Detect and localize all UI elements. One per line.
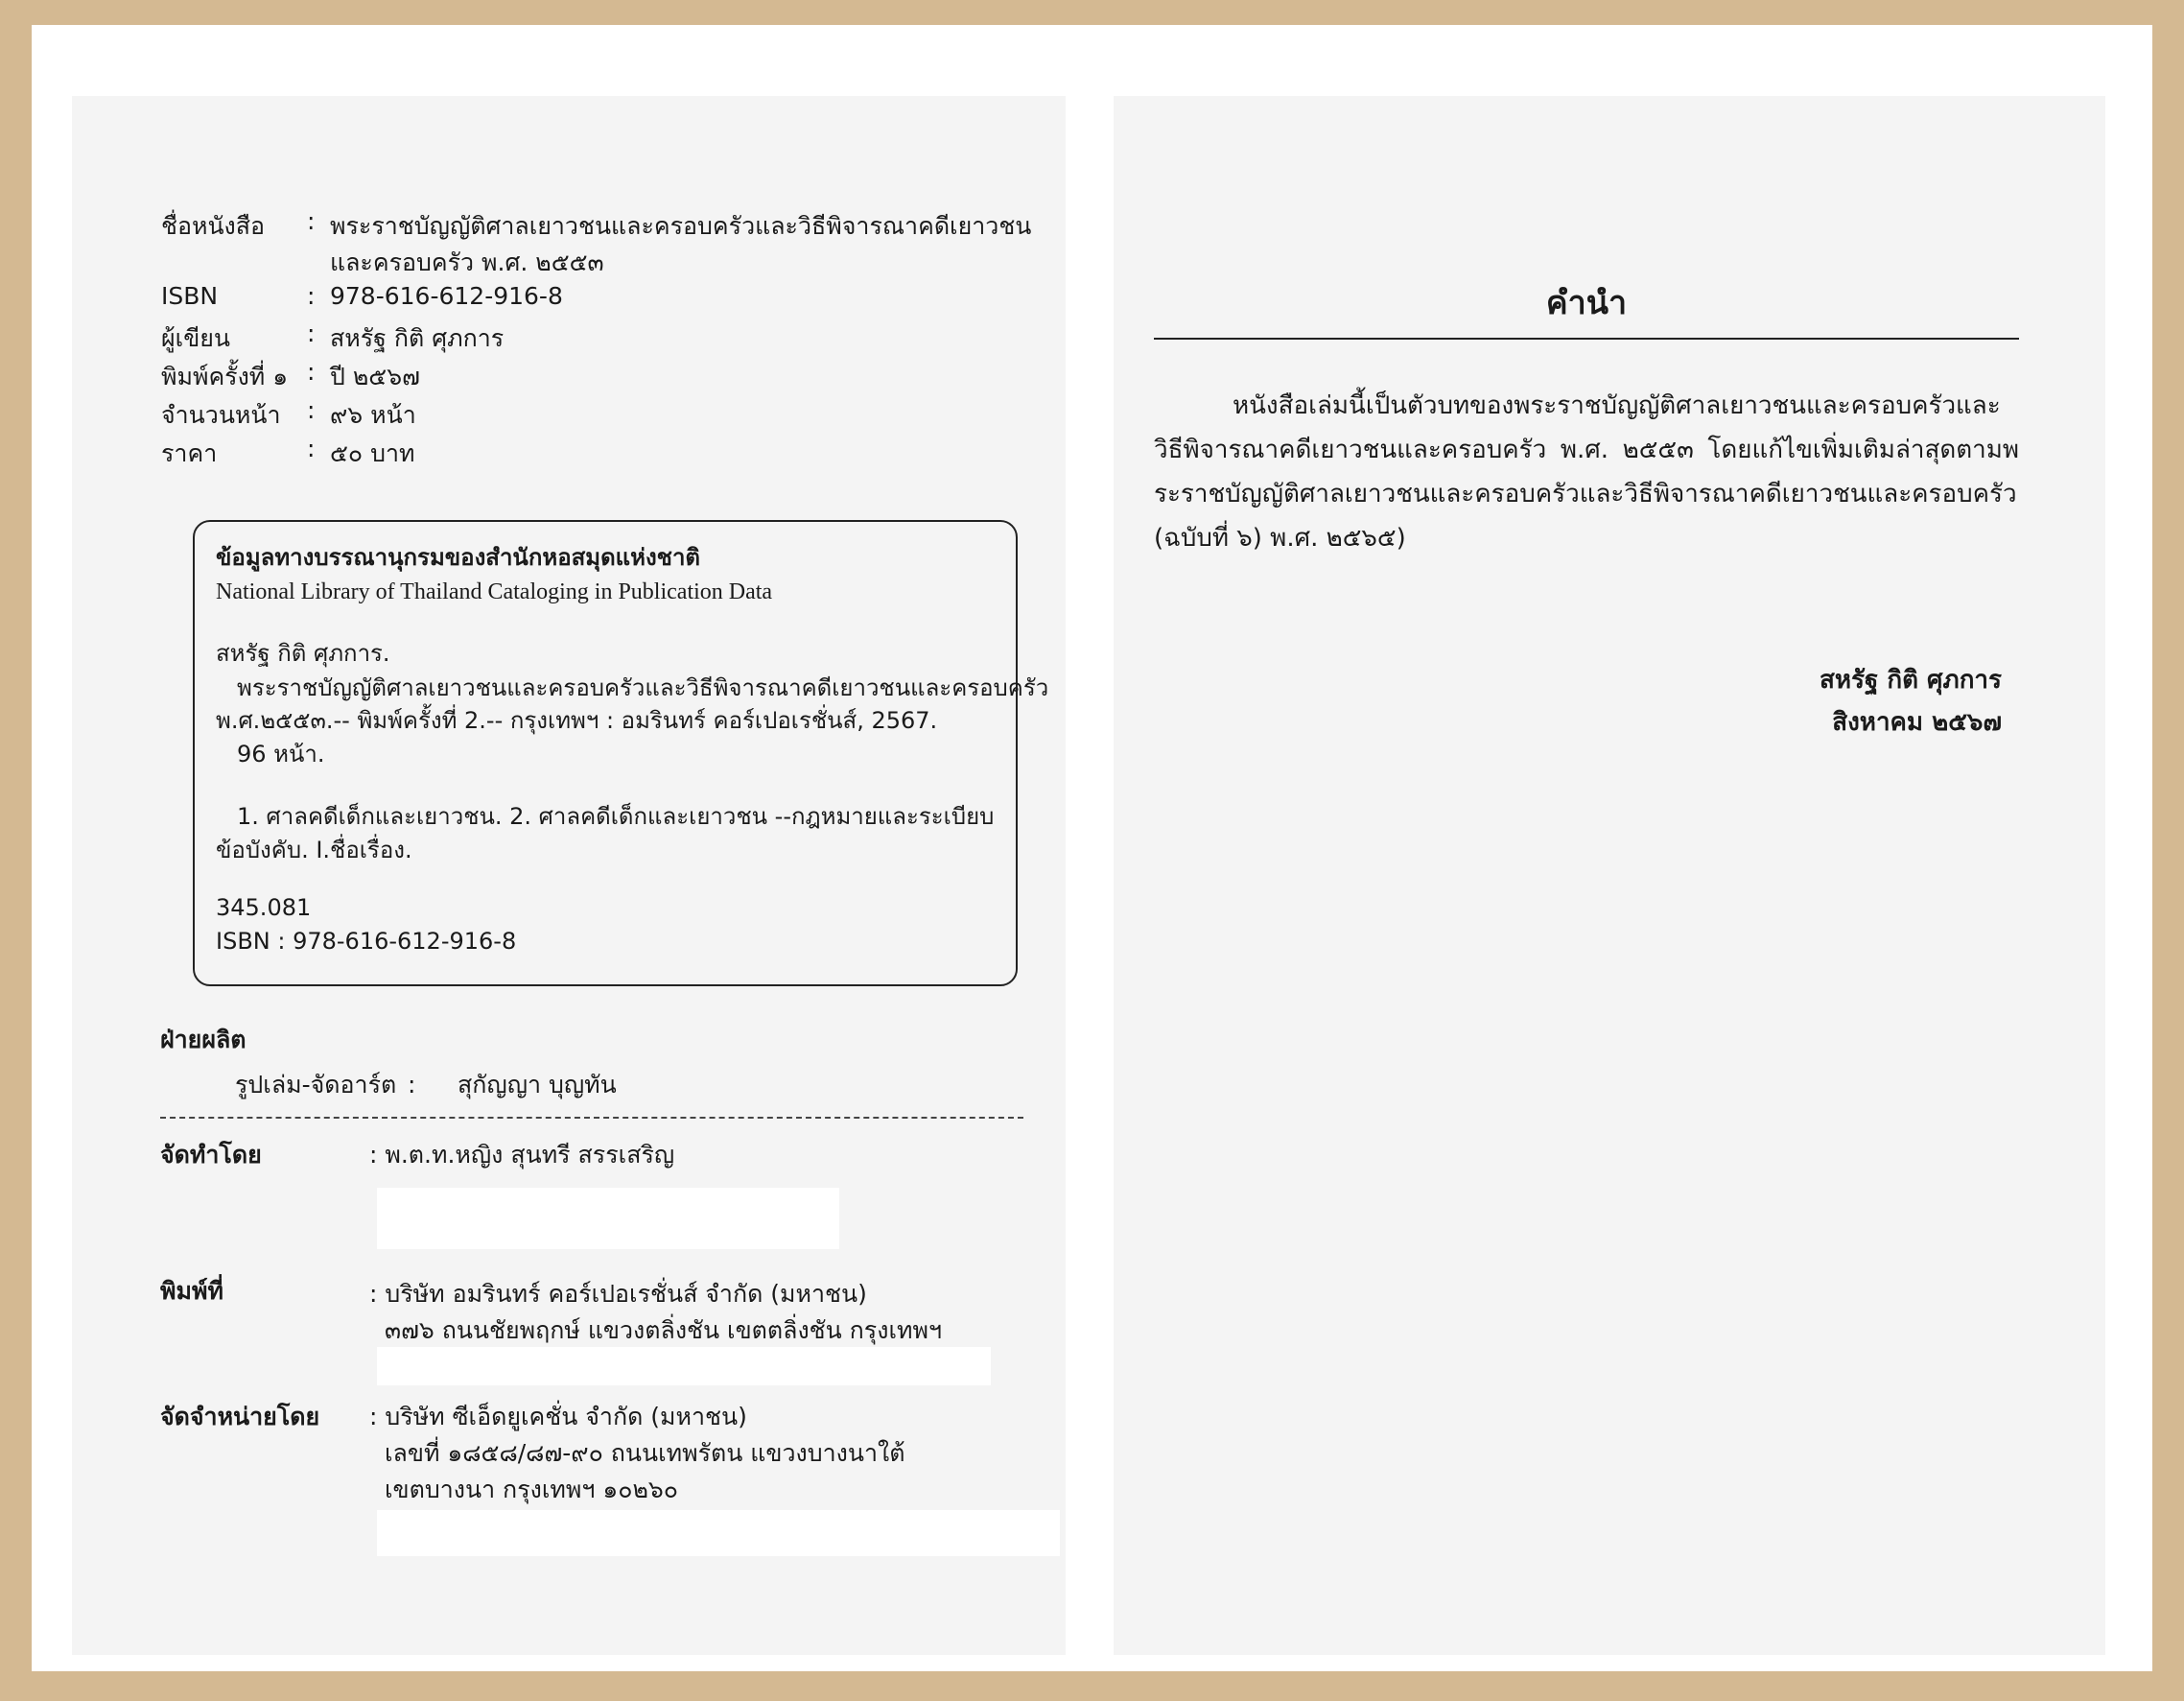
cip-title-line1: พระราชบัญญัติศาลเยาวชนและครอบครัวและวิธีพิจารณาคดีเยาวชนและครอบครัว bbox=[237, 674, 1049, 701]
blank-patch bbox=[377, 1347, 991, 1385]
meta-colon: : bbox=[307, 396, 316, 424]
distributed-by-line3: เขตบางนา กรุงเทพฯ ๑๐๒๖๐ bbox=[385, 1476, 679, 1503]
meta-colon: : bbox=[307, 207, 316, 235]
printed-at-line2: ๓๗๖ ถนนชัยพฤกษ์ แขวงตลิ่งชัน เขตตลิ่งชัน กรุงเทพฯ bbox=[385, 1316, 942, 1344]
prepared-by-value: : พ.ต.ท.หญิง สุนทรี สรรเสริญ bbox=[369, 1141, 675, 1169]
meta-value: ๙๖ หน้า bbox=[330, 401, 416, 429]
production-colon: : bbox=[408, 1071, 416, 1099]
preface-page bbox=[1114, 96, 2105, 1655]
cip-classification: 345.081 bbox=[216, 894, 312, 921]
cip-isbn: ISBN : 978-616-612-916-8 bbox=[216, 928, 517, 955]
preface-title: คำนำ bbox=[1545, 284, 1628, 322]
blank-patch bbox=[377, 1188, 839, 1249]
meta-colon: : bbox=[307, 435, 316, 462]
distributed-by-line1: : บริษัท ซีเอ็ดยูเคชั่น จำกัด (มหาชน) bbox=[369, 1403, 747, 1430]
meta-value: พระราชบัญญัติศาลเยาวชนและครอบครัวและวิธีพิจารณาคดีเยาวชน bbox=[330, 212, 1032, 240]
production-layout-label: รูปเล่ม-จัดอาร์ต bbox=[235, 1071, 397, 1099]
meta-value-cont: และครอบครัว พ.ศ. ๒๕๕๓ bbox=[330, 248, 604, 276]
cip-subjects-line1: 1. ศาลคดีเด็กและเยาวชน. 2. ศาลคดีเด็กและเยาวชน --กฎหมายและระเบียบ bbox=[237, 803, 995, 830]
prepared-by-label: จัดทำโดย bbox=[160, 1141, 262, 1169]
meta-label: จำนวนหน้า bbox=[161, 401, 281, 429]
meta-colon: : bbox=[307, 282, 316, 310]
cip-pages: 96 หน้า. bbox=[237, 741, 325, 768]
blank-patch bbox=[377, 1510, 1060, 1556]
meta-label: ราคา bbox=[161, 439, 218, 467]
meta-label: ISBN bbox=[161, 282, 219, 310]
preface-author: สหรัฐ กิติ ศุภการ bbox=[1820, 666, 2002, 695]
meta-label: ชื่อหนังสือ bbox=[161, 212, 266, 240]
cip-subjects-line2: ข้อบังคับ. I.ชื่อเรื่อง. bbox=[216, 837, 412, 863]
cip-title-line2: พ.ศ.๒๕๕๓.-- พิมพ์ครั้งที่ 2.-- กรุงเทพฯ : อมรินทร์ คอร์เปอเรชั่นส์, 2567. bbox=[216, 707, 938, 734]
cip-box bbox=[193, 520, 1049, 986]
meta-colon: : bbox=[307, 319, 316, 347]
distributed-by-line2: เลขที่ ๑๘๕๘/๘๗-๙๐ ถนนเทพรัตน แขวงบางนาใต้ bbox=[385, 1439, 905, 1467]
meta-value: ปี ๒๕๖๗ bbox=[330, 363, 420, 390]
copyright-page bbox=[72, 96, 1066, 1655]
printed-at-label: พิมพ์ที่ bbox=[160, 1277, 223, 1305]
meta-label: ผู้เขียน bbox=[161, 324, 231, 352]
production-layout-value: สุกัญญา บุญทัน bbox=[458, 1071, 617, 1099]
meta-value: สหรัฐ กิติ ศุภการ bbox=[330, 324, 505, 352]
printed-at-line1: : บริษัท อมรินทร์ คอร์เปอเรชั่นส์ จำกัด (มหาชน) bbox=[369, 1280, 867, 1308]
meta-colon: : bbox=[307, 358, 316, 386]
cip-heading-th: ข้อมูลทางบรรณานุกรมของสำนักหอสมุดแห่งชาติ bbox=[216, 544, 701, 571]
section-divider bbox=[160, 1117, 1023, 1119]
production-heading: ฝ่ายผลิต bbox=[160, 1026, 247, 1053]
meta-value: 978-616-612-916-8 bbox=[330, 282, 563, 310]
meta-value: ๕๐ บาท bbox=[330, 439, 415, 467]
cip-heading-en: National Library of Thailand Cataloging in Publication Data bbox=[216, 579, 773, 604]
meta-label: พิมพ์ครั้งที่ ๑ bbox=[161, 363, 289, 390]
distributed-by-label: จัดจำหน่ายโดย bbox=[160, 1403, 320, 1430]
preface-body: หนังสือเล่มนี้เป็นตัวบทของพระราชบัญญัติศาลเยาวชนและครอบครัวและวิธีพิจารณาคดีเยาวชนและครอบครัว พ.ศ. ๒๕๕๓ โดยแก้ไขเพิ่มเติมล่าสุดตามพระราชบัญญัติศาลเยาวชนและครอบครัวและวิธีพิจารณาคดีเยาวชนและครอบครัว (ฉบับที่ ๖) พ.ศ. ๒๕๖๕) bbox=[1154, 391, 2019, 553]
preface-date: สิงหาคม ๒๕๖๗ bbox=[1832, 708, 2002, 737]
cip-author: สหรัฐ กิติ ศุภการ. bbox=[216, 640, 390, 667]
preface-column bbox=[1154, 96, 2019, 1655]
title-rule bbox=[1154, 338, 2019, 340]
book-spread bbox=[32, 25, 2152, 1671]
